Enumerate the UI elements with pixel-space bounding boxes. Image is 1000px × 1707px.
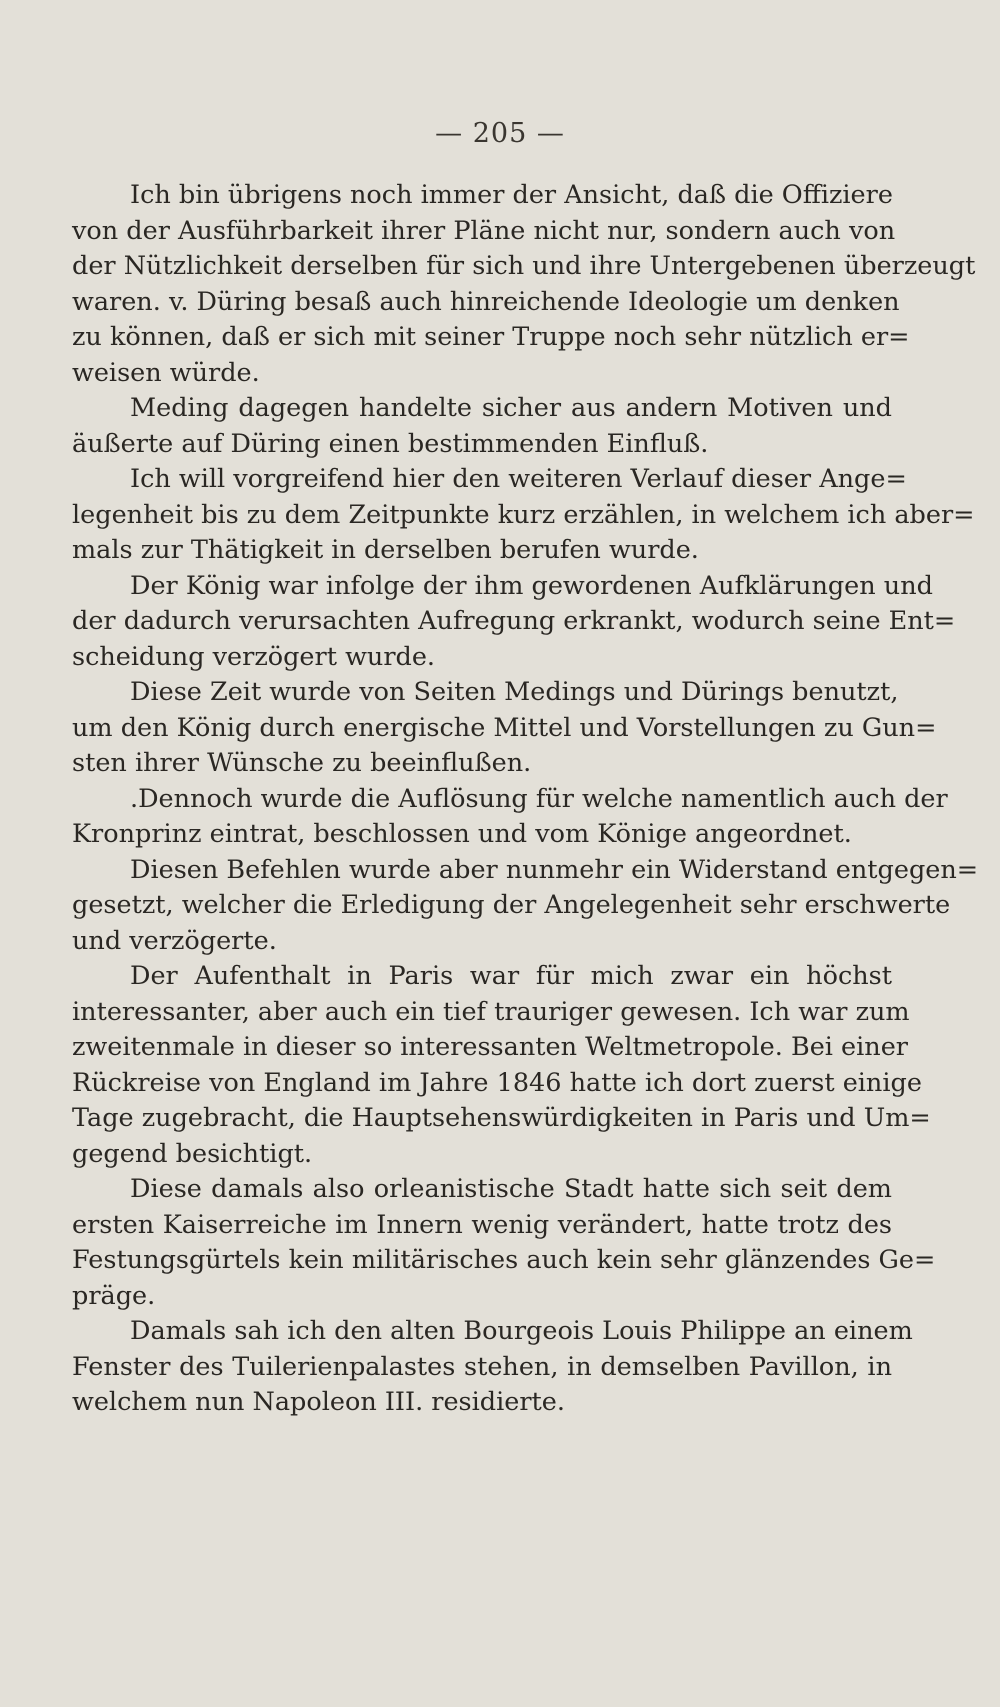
text-line: Tage zugebracht, die Hauptsehenswürdigkeiten in Paris und Um= [72, 1103, 931, 1133]
paragraph-5 [72, 675, 937, 782]
text-line: Diese damals also orleanistische Stadt hatte sich seit dem [130, 1174, 892, 1204]
text-line: interessanter, aber auch ein tief trauriger gewesen. Ich war zum [72, 996, 910, 1027]
text-line: Meding dagegen handelte sicher aus andern Motiven und [130, 393, 892, 423]
text-line: Damals sah ich den alten Bourgeois Louis Philippe an einem [130, 1316, 913, 1346]
text-line: äußerte auf Düring einen bestimmenden Einfluß. [72, 428, 709, 459]
text-line: welchem nun Napoleon III. residierte. [72, 1387, 566, 1417]
text-line: weisen würde. [72, 357, 260, 388]
text-line: Festungsgürtels kein militärisches auch kein sehr glänzendes Ge= [72, 1245, 936, 1275]
text-line: Diese Zeit wurde von Seiten Medings und Dürings benutzt, [130, 677, 899, 707]
paragraph-2 [72, 391, 892, 462]
text-line: präge. [72, 1280, 156, 1311]
text-line: von der Ausführbarkeit ihrer Pläne nicht nur, sondern auch von [72, 215, 896, 246]
paragraph-4 [72, 569, 956, 676]
text-line: und verzögerte. [72, 925, 277, 956]
text-line: Rückreise von England im Jahre 1846 hatte ich dort zuerst einige [72, 1067, 922, 1098]
paragraph-6 [72, 782, 948, 853]
text-line: der dadurch verursachten Aufregung erkrankt, wodurch seine Ent= [72, 606, 956, 636]
paragraph-10 [72, 1314, 913, 1421]
paragraph-9 [72, 1172, 936, 1314]
body-text [72, 178, 979, 1421]
text-line: der Nützlichkeit derselben für sich und ihre Untergebenen überzeugt [72, 251, 976, 281]
text-line: Der Aufenthalt in Paris war für mich zwar ein höchst [130, 961, 892, 991]
text-line: zweitenmale in dieser so interessanten Weltmetropole. Bei einer [72, 1032, 908, 1062]
text-line: gesetzt, welcher die Erledigung der Angelegenheit sehr erschwerte [72, 890, 951, 920]
text-line: Diesen Befehlen wurde aber nunmehr ein Widerstand entgegen= [130, 854, 979, 885]
paragraph-8 [72, 959, 931, 1172]
paragraph-7 [72, 853, 979, 960]
text-line: Fenster des Tuilerienpalastes stehen, in demselben Pavillon, in [72, 1351, 892, 1382]
text-line: ersten Kaiserreiche im Innern wenig verändert, hatte trotz des [72, 1209, 892, 1240]
text-line: waren. v. Düring besaß auch hinreichende Ideologie um denken [72, 286, 900, 317]
text-line: Kronprinz eintrat, beschlossen und vom Könige angeordnet. [72, 819, 852, 849]
text-line: sten ihrer Wünsche zu beeinflußen. [72, 748, 532, 778]
text-line: gegend besichtigt. [72, 1138, 313, 1169]
text-line: Ich will vorgreifend hier den weiteren Verlauf dieser Ange= [130, 464, 907, 494]
text-line: legenheit bis zu dem Zeitpunkte kurz erzählen, in welchem ich aber= [72, 499, 975, 530]
paragraph-3 [72, 462, 975, 569]
page-number: — 205 — [435, 118, 565, 149]
text-line: .Dennoch wurde die Auflösung für welche namentlich auch der [130, 783, 948, 814]
text-line: zu können, daß er sich mit seiner Truppe noch sehr nützlich er= [72, 322, 910, 352]
text-line: Der König war infolge der ihm gewordenen Aufklärungen und [130, 570, 933, 601]
text-line: mals zur Thätigkeit in derselben berufen wurde. [72, 535, 699, 565]
text-line: Ich bin übrigens noch immer der Ansicht, daß die Offiziere [130, 180, 893, 210]
paragraph-1 [72, 178, 976, 391]
text-line: scheidung verzögert wurde. [72, 641, 436, 672]
text-line: um den König durch energische Mittel und Vorstellungen zu Gun= [72, 712, 937, 743]
